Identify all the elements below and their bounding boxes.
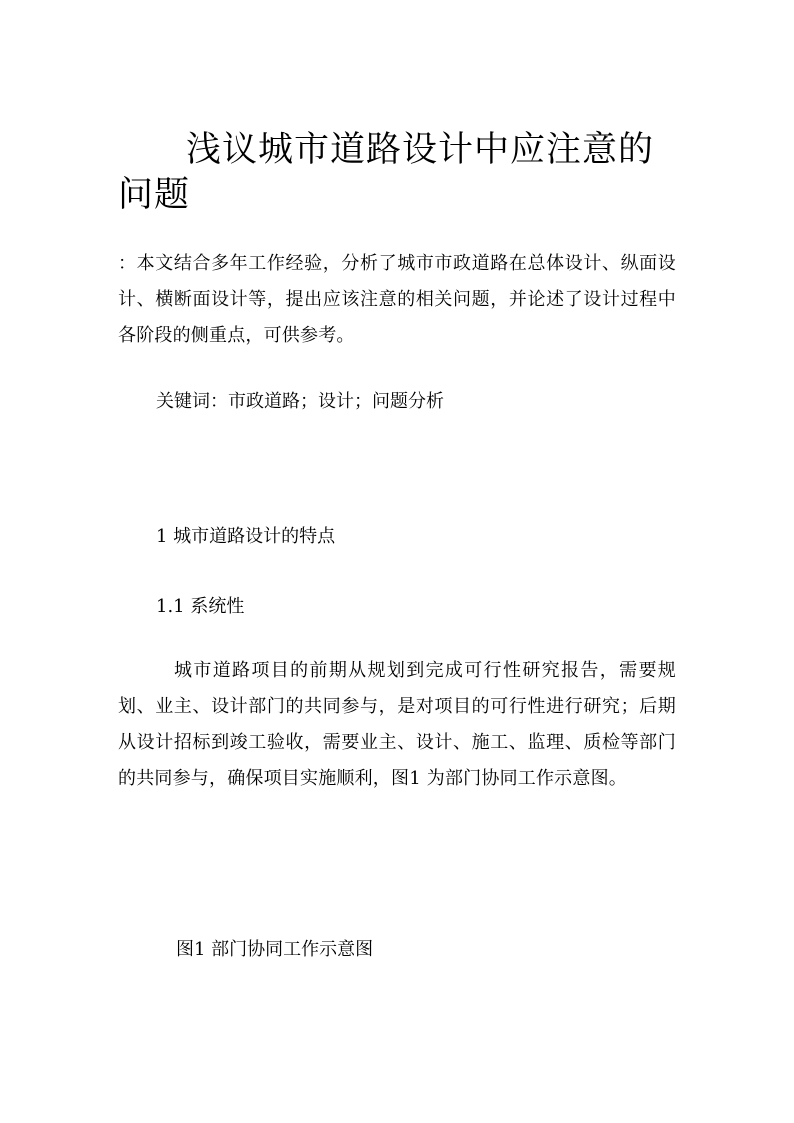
keywords-line: 关键词：市政道路；设计；问题分析: [156, 391, 444, 412]
section-heading-1: 1 城市道路设计的特点: [156, 526, 336, 547]
abstract-paragraph: ：本文结合多年工作经验，分析了城市市政道路在总体设计、纵面设计、横断面设计等，提出应该注意的相关问题，并论述了设计过程中各阶段的侧重点，可供参考。: [118, 253, 676, 346]
section-heading-1-1: 1.1 系统性: [156, 596, 245, 617]
figure-1-caption: 图1 部门协同工作示意图: [176, 939, 374, 960]
section-1-1-body: 城市道路项目的前期从规划到完成可行性研究报告，需要规划、业主、设计部门的共同参与，是对项目的可行性进行研究；后期从设计招标到竣工验收，需要业主、设计、施工、监理、质检等部门的共同参与，确保项目实施顺利，图1 为部门协同工作示意图。: [118, 660, 676, 789]
document-title: 浅议城市道路设计中应注意的问题: [118, 130, 655, 215]
